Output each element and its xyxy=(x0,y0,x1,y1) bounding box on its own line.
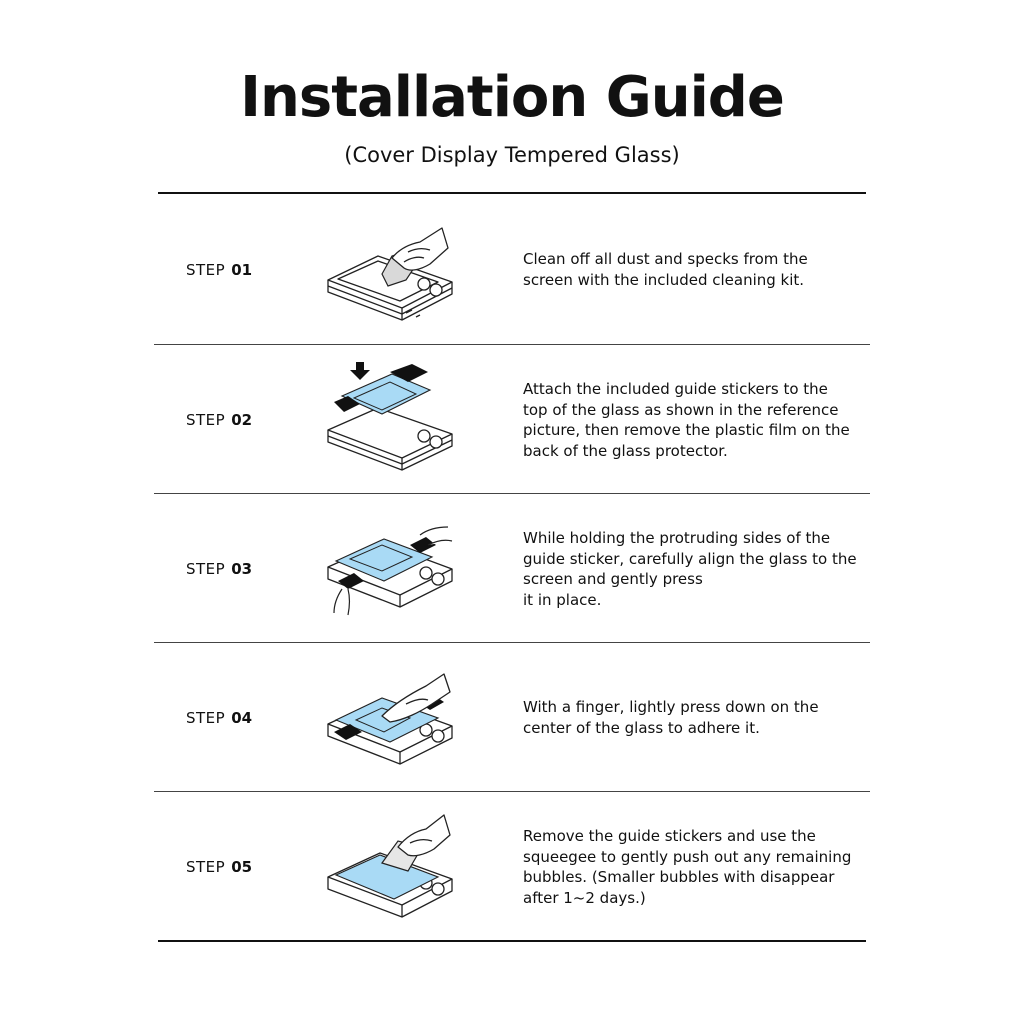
step-divider xyxy=(154,493,870,494)
step-description: With a finger, lightly press down on the center of the glass to adhere it. xyxy=(523,698,819,737)
step-number: 02 xyxy=(231,411,253,429)
step-01 xyxy=(154,196,870,345)
step-word: STEP xyxy=(186,560,226,578)
step-number: 01 xyxy=(231,261,253,279)
squeegee-icon xyxy=(320,803,460,933)
step-05 xyxy=(154,793,870,942)
step-label xyxy=(186,559,252,579)
cleaning-hand-icon xyxy=(320,206,460,336)
step-word: STEP xyxy=(186,858,226,876)
page-subtitle: (Cover Display Tempered Glass) xyxy=(344,143,680,167)
guide-sticker-icon xyxy=(320,356,460,486)
step-number: 03 xyxy=(231,560,253,578)
step-label xyxy=(186,708,252,728)
step-number: 05 xyxy=(231,858,253,876)
step-description: While holding the protruding sides of the guide sticker, carefully align the glass to the screen and gently press it in place. xyxy=(523,529,857,609)
top-divider xyxy=(158,192,866,194)
step-label xyxy=(186,857,252,877)
page-title: Installation Guide xyxy=(240,65,784,130)
step-divider xyxy=(154,344,870,345)
step-description: Clean off all dust and specks from the screen with the included cleaning kit. xyxy=(523,250,808,289)
step-word: STEP xyxy=(186,411,226,429)
step-description: Attach the included guide stickers to the top of the glass as shown in the reference picture, then remove the plastic film on the back of the glass protector. xyxy=(523,380,850,460)
step-03 xyxy=(154,495,870,644)
step-divider xyxy=(154,642,870,643)
step-label xyxy=(186,410,252,430)
step-label xyxy=(186,260,252,280)
step-word: STEP xyxy=(186,261,226,279)
bottom-divider xyxy=(158,940,866,942)
step-description: Remove the guide stickers and use the squeegee to gently push out any remaining bubbles. (Smaller bubbles with disappear after 1~2 days.) xyxy=(523,827,852,907)
step-number: 04 xyxy=(231,709,253,727)
step-divider xyxy=(154,791,870,792)
align-glass-icon xyxy=(320,505,460,635)
step-02 xyxy=(154,346,870,495)
finger-press-icon xyxy=(320,654,460,784)
step-04 xyxy=(154,644,870,793)
step-word: STEP xyxy=(186,709,226,727)
